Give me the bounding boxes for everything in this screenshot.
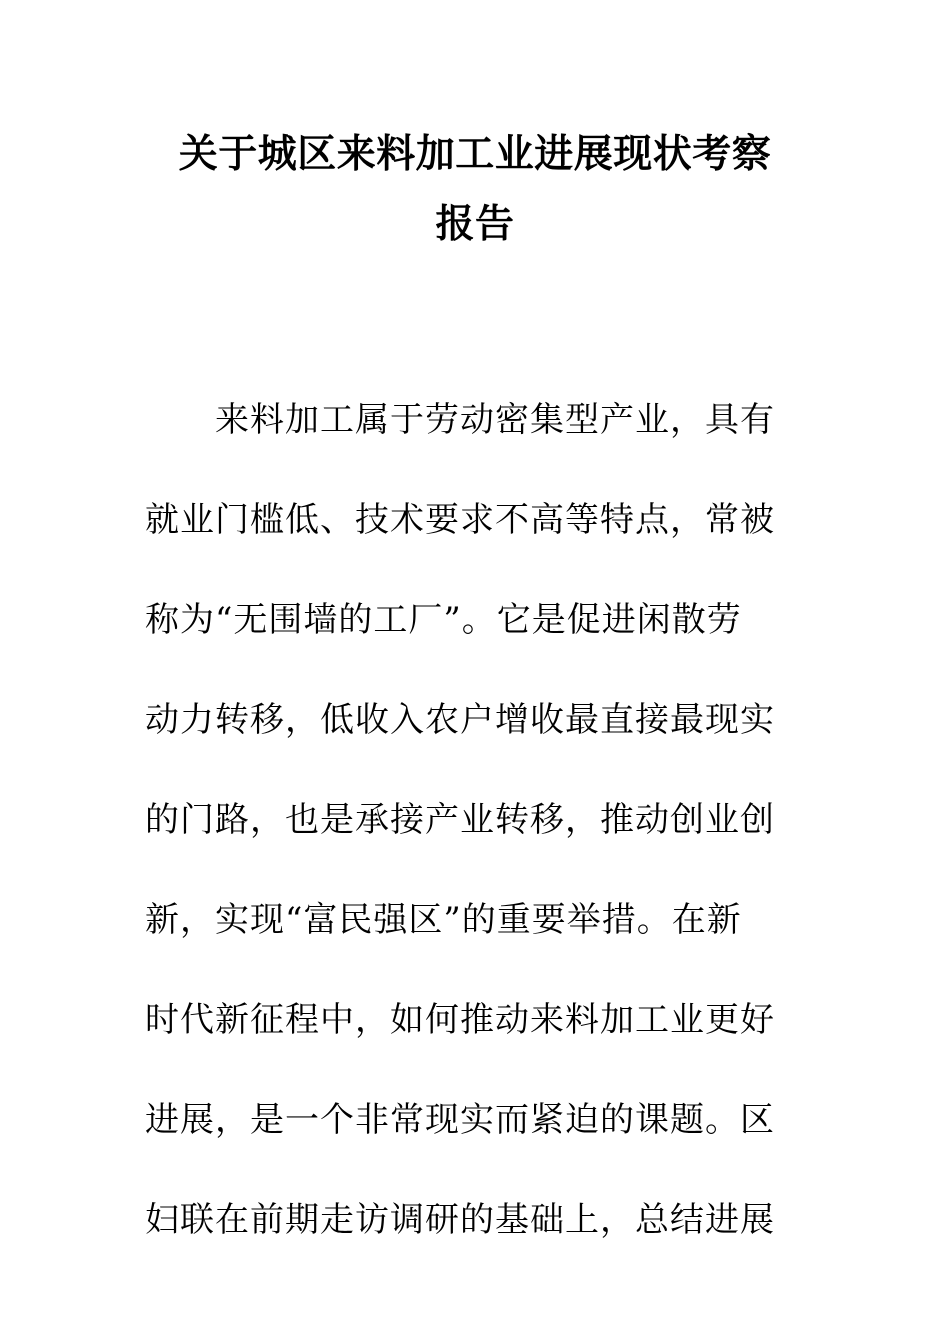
document-title xyxy=(0,120,950,260)
body-line-6: 新，实现“富民强区”的重要举措。在新 xyxy=(145,900,742,940)
body-line-5: 的门路，也是承接产业转移，推动创业创 xyxy=(145,800,775,840)
title-line-1: 关于城区来料加工业进展现状考察 xyxy=(178,132,772,177)
body-line-2: 就业门槛低、技术要求不高等特点，常被 xyxy=(145,500,775,540)
body-line-4: 动力转移，低收入农户增收最直接最现实 xyxy=(145,700,775,740)
body-line-1: 来料加工属于劳动密集型产业，具有 xyxy=(215,400,775,440)
document-body xyxy=(145,370,785,1270)
body-line-9: 妇联在前期走访调研的基础上，总结进展 xyxy=(145,1200,775,1240)
title-line-2: 报告 xyxy=(435,202,515,247)
body-line-7: 时代新征程中，如何推动来料加工业更好 xyxy=(145,1000,775,1040)
body-line-8: 进展，是一个非常现实而紧迫的课题。区 xyxy=(145,1100,775,1140)
body-line-3: 称为“无围墙的工厂”。它是促进闲散劳 xyxy=(145,600,742,640)
